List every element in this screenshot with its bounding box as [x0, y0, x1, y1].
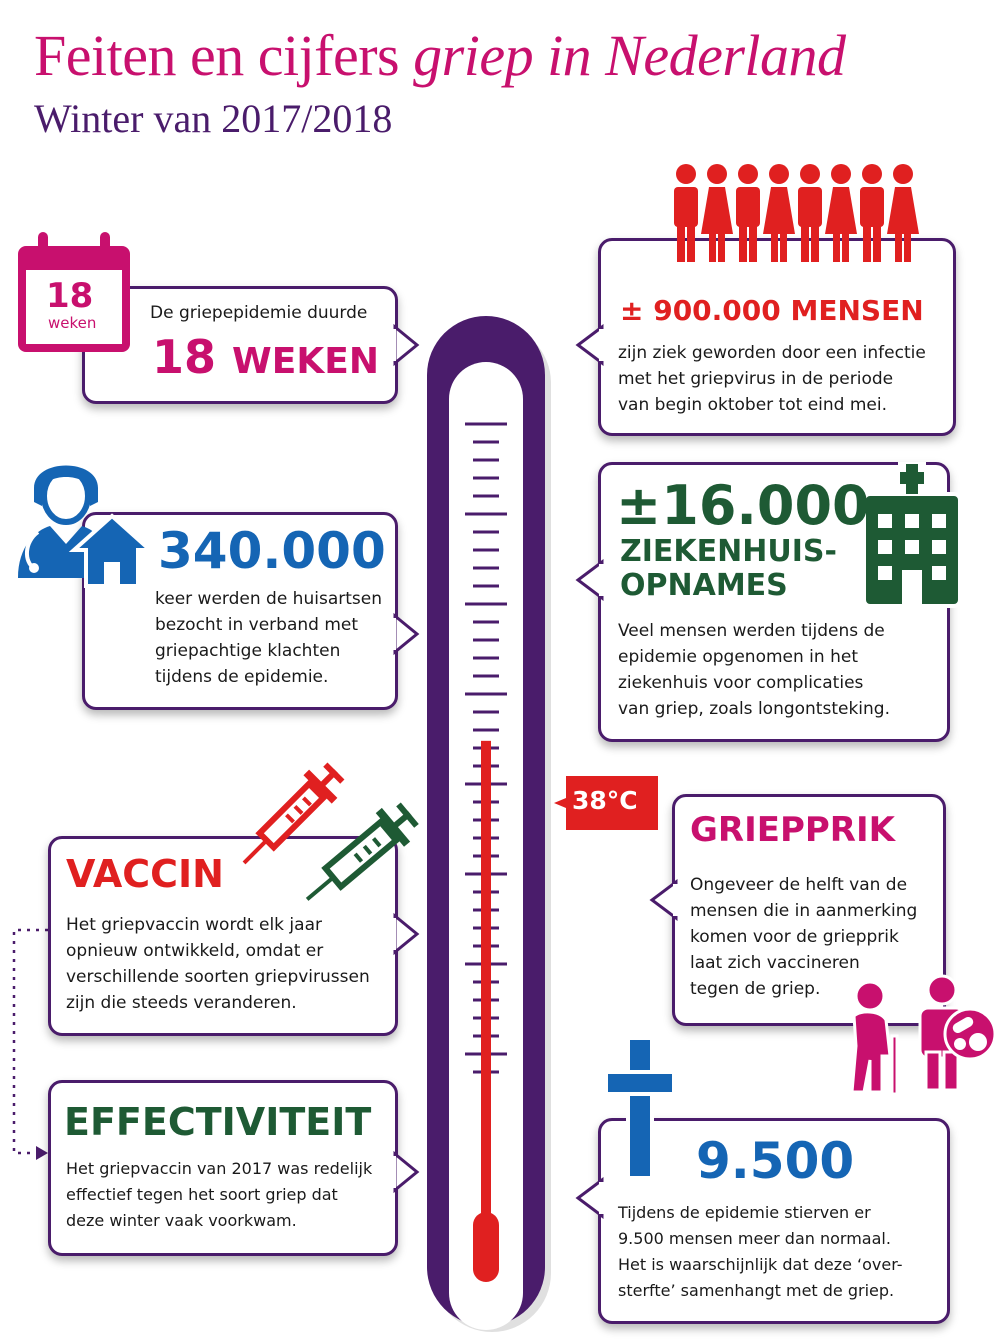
mensen-headline: ± 900.000 MENSEN [620, 294, 924, 327]
calendar-unit: weken [48, 314, 97, 332]
sterfte-text-4: sterfte’ samenhangt met de griep. [618, 1281, 895, 1300]
sterfte-text-2: 9.500 mensen meer dan normaal. [618, 1229, 891, 1248]
weken-number-value: 18 [152, 330, 217, 384]
vaccin-card-pointer [395, 914, 425, 954]
sterfte-text-1: Tijdens de epidemie stierven er [618, 1203, 871, 1222]
sterfte-text-3: Het is waarschijnlijk dat deze ‘over- [618, 1255, 903, 1274]
ziekenhuis-label-1: ZIEKENHUIS- [620, 534, 837, 569]
calendar-number: 18 [46, 276, 94, 316]
griepprik-text-4: laat zich vaccineren [690, 953, 860, 973]
thermometer-bulb [473, 1212, 499, 1282]
vaccin-text-2: opnieuw ontwikkeld, omdat er [66, 941, 324, 961]
huisarts-number: 340.000 [158, 522, 386, 580]
griepprik-text-3: komen voor de griepprik [690, 927, 899, 947]
huisarts-text-1: keer werden de huisartsen [155, 589, 382, 609]
sterfte-number: 9.500 [696, 1132, 855, 1190]
ziekenhuis-number: ±16.000 [616, 474, 870, 537]
weken-intro: De griepepidemie duurde [150, 303, 368, 323]
mensen-text-1: zijn ziek geworden door een infectie [618, 343, 926, 363]
ziekenhuis-text-3: ziekenhuis voor complicaties [618, 673, 864, 693]
weken-number-unit: WEKEN [232, 341, 379, 382]
sterfte-card-pointer [572, 1178, 602, 1218]
page-subtitle: Winter van 2017/2018 [34, 96, 393, 141]
ziekenhuis-text-1: Veel mensen werden tijdens de [618, 621, 885, 641]
ziekenhuis-text-2: epidemie opgenomen in het [618, 647, 858, 667]
effectiviteit-text-3: deze winter vaak voorkwam. [66, 1211, 297, 1230]
huisarts-text-4: tijdens de epidemie. [155, 667, 329, 687]
effectiviteit-text-2: effectief tegen het soort griep dat [66, 1185, 338, 1204]
huisarts-text-3: griepachtige klachten [155, 641, 341, 661]
vaccin-text-4: zijn die steeds veranderen. [66, 993, 297, 1013]
griepprik-text-1: Ongeveer de helft van de [690, 875, 908, 895]
hospital-icon [862, 458, 962, 608]
huisarts-text-2: bezocht in verband met [155, 615, 359, 635]
weken-number [152, 330, 379, 384]
title-main: Feiten en cijfers [34, 23, 414, 88]
people-icon [670, 162, 940, 272]
effectiviteit-card-pointer [395, 1152, 425, 1192]
ziekenhuis-text-4: van griep, zoals longontsteking. [618, 699, 890, 719]
griepprik-text-5: tegen de griep. [690, 979, 821, 999]
griepprik-text-2: mensen die in aanmerking [690, 901, 918, 921]
syringe-icon [300, 790, 420, 920]
mensen-card-pointer [572, 325, 602, 365]
thermometer [427, 294, 567, 1344]
mensen-text-2: met het griepvirus in de periode [618, 369, 894, 389]
title-italic: griep in Nederland [413, 23, 846, 88]
ziekenhuis-label-2: OPNAMES [620, 568, 788, 603]
griepprik-heading: GRIEPPRIK [690, 810, 895, 850]
effectiviteit-heading: EFFECTIVITEIT [64, 1100, 372, 1144]
vaccin-text-3: verschillende soorten griepvirussen [66, 967, 370, 987]
weken-card-pointer [395, 325, 425, 365]
temperature-label: 38°C [572, 786, 638, 815]
effectiviteit-text-1: Het griepvaccin van 2017 was redelijk [66, 1159, 373, 1178]
cross-icon [602, 1034, 682, 1184]
vaccin-heading: VACCIN [66, 852, 224, 896]
griepprik-card-pointer [646, 880, 676, 920]
pills-icon [942, 1006, 998, 1062]
huisarts-card-pointer [395, 614, 425, 654]
vaccin-text-1: Het griepvaccin wordt elk jaar [66, 915, 322, 935]
thermometer-mercury [481, 741, 491, 1264]
mensen-text-3: van begin oktober tot eind mei. [618, 395, 887, 415]
house-icon [72, 514, 152, 594]
ziekenhuis-card-pointer [572, 560, 602, 600]
page-title [34, 22, 846, 89]
